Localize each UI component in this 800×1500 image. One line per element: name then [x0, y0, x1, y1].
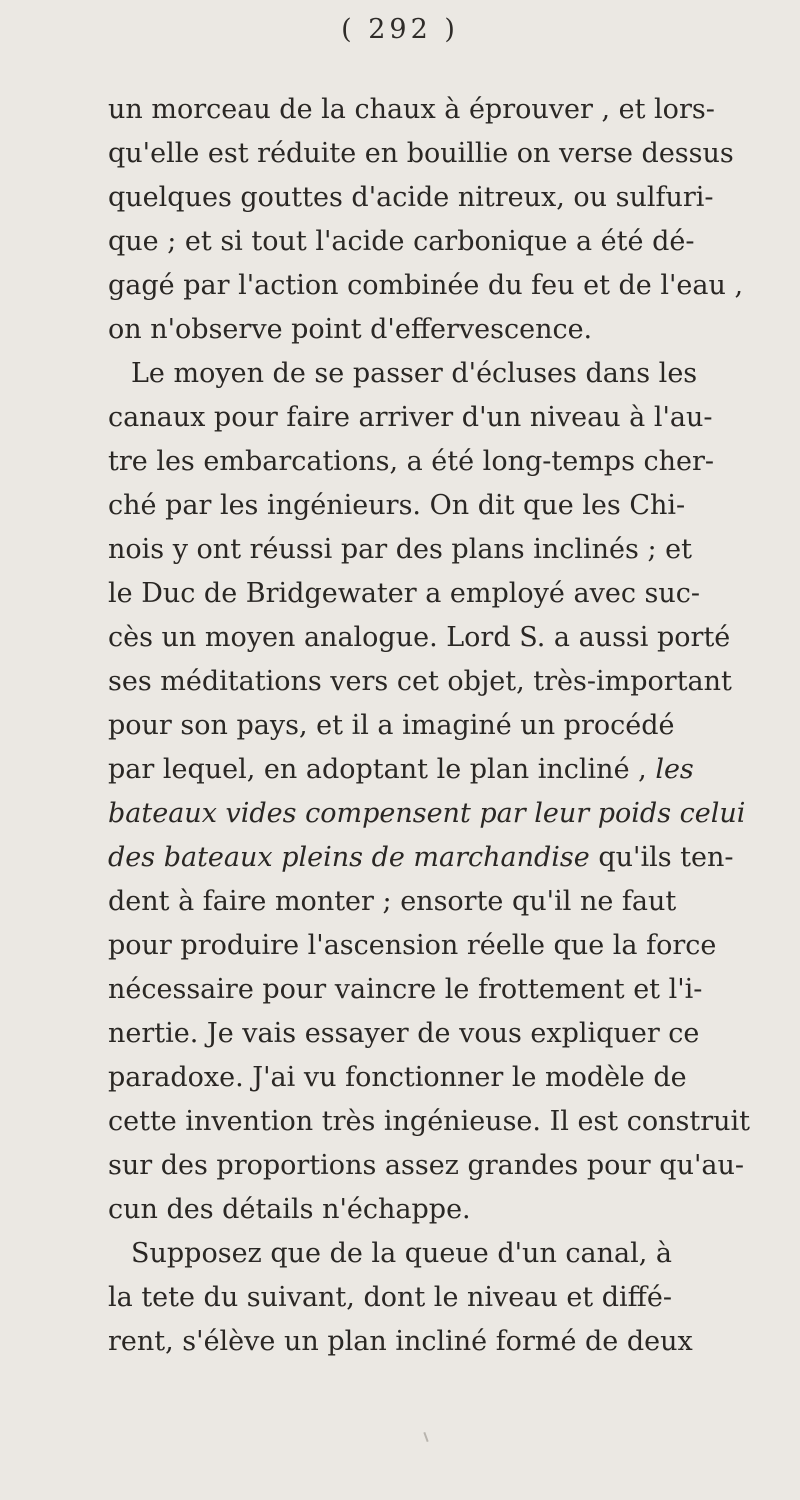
text-line: le Duc de Bridgewater a employé avec suc- — [108, 578, 701, 609]
text-line: Le moyen de se passer d'écluses dans les — [131, 358, 698, 389]
text-line: que ; et si tout l'acide carbonique a été dé- — [108, 226, 695, 257]
text-line: pour produire l'ascension réelle que la force — [108, 930, 717, 961]
text-line: un morceau de la chaux à éprouver , et lors- — [108, 94, 715, 125]
text-line: qu'elle est réduite en bouillie on verse dessus — [108, 138, 734, 169]
text-line: nécessaire pour vaincre le frottement et l'i- — [108, 974, 703, 1005]
text-line: cette invention très ingénieuse. Il est construit — [108, 1106, 750, 1137]
ink-speck — [423, 1432, 428, 1442]
text-line: la tete du suivant, dont le niveau et diffé- — [108, 1282, 672, 1313]
text-line: cun des détails n'échappe. — [108, 1194, 471, 1225]
text-line — [108, 794, 745, 834]
text-line: paradoxe. J'ai vu fonctionner le modèle de — [108, 1062, 687, 1093]
italic-segment: des bateaux pleins de marchandise — [108, 842, 590, 873]
text-line: cès un moyen analogue. Lord S. a aussi porté — [108, 622, 731, 653]
text-line — [108, 838, 734, 878]
text-line: ses méditations vers cet objet, très-important — [108, 666, 732, 697]
text-segment: qu'ils ten- — [589, 842, 734, 873]
text-line: pour son pays, et il a imaginé un procédé — [108, 710, 675, 741]
text-line — [108, 750, 694, 790]
text-line: gagé par l'action combinée du feu et de l'eau , — [108, 270, 744, 301]
text-line: dent à faire monter ; ensorte qu'il ne faut — [108, 886, 677, 917]
page-number: ( 292 ) — [341, 14, 459, 45]
text-line: nertie. Je vais essayer de vous expliquer ce — [108, 1018, 700, 1049]
text-line: Supposez que de la queue d'un canal, à — [131, 1238, 673, 1269]
text-line: nois y ont réussi par des plans inclinés ; et — [108, 534, 692, 565]
text-line: quelques gouttes d'acide nitreux, ou sulfuri- — [108, 182, 714, 213]
text-segment: par lequel, en adoptant le plan incliné , — [108, 754, 647, 785]
italic-segment: bateaux vides compensent par leur poids celui — [108, 798, 746, 829]
text-line: tre les embarcations, a été long-temps cher- — [108, 446, 715, 477]
text-line: ché par les ingénieurs. On dit que les Chi- — [108, 490, 686, 521]
text-line: rent, s'élève un plan incliné formé de deux — [108, 1326, 693, 1357]
text-line: on n'observe point d'effervescence. — [108, 314, 593, 345]
text-line: sur des proportions assez grandes pour qu'au- — [108, 1150, 744, 1181]
text-line: canaux pour faire arriver d'un niveau à l'au- — [108, 402, 713, 433]
italic-segment: les — [655, 754, 694, 785]
